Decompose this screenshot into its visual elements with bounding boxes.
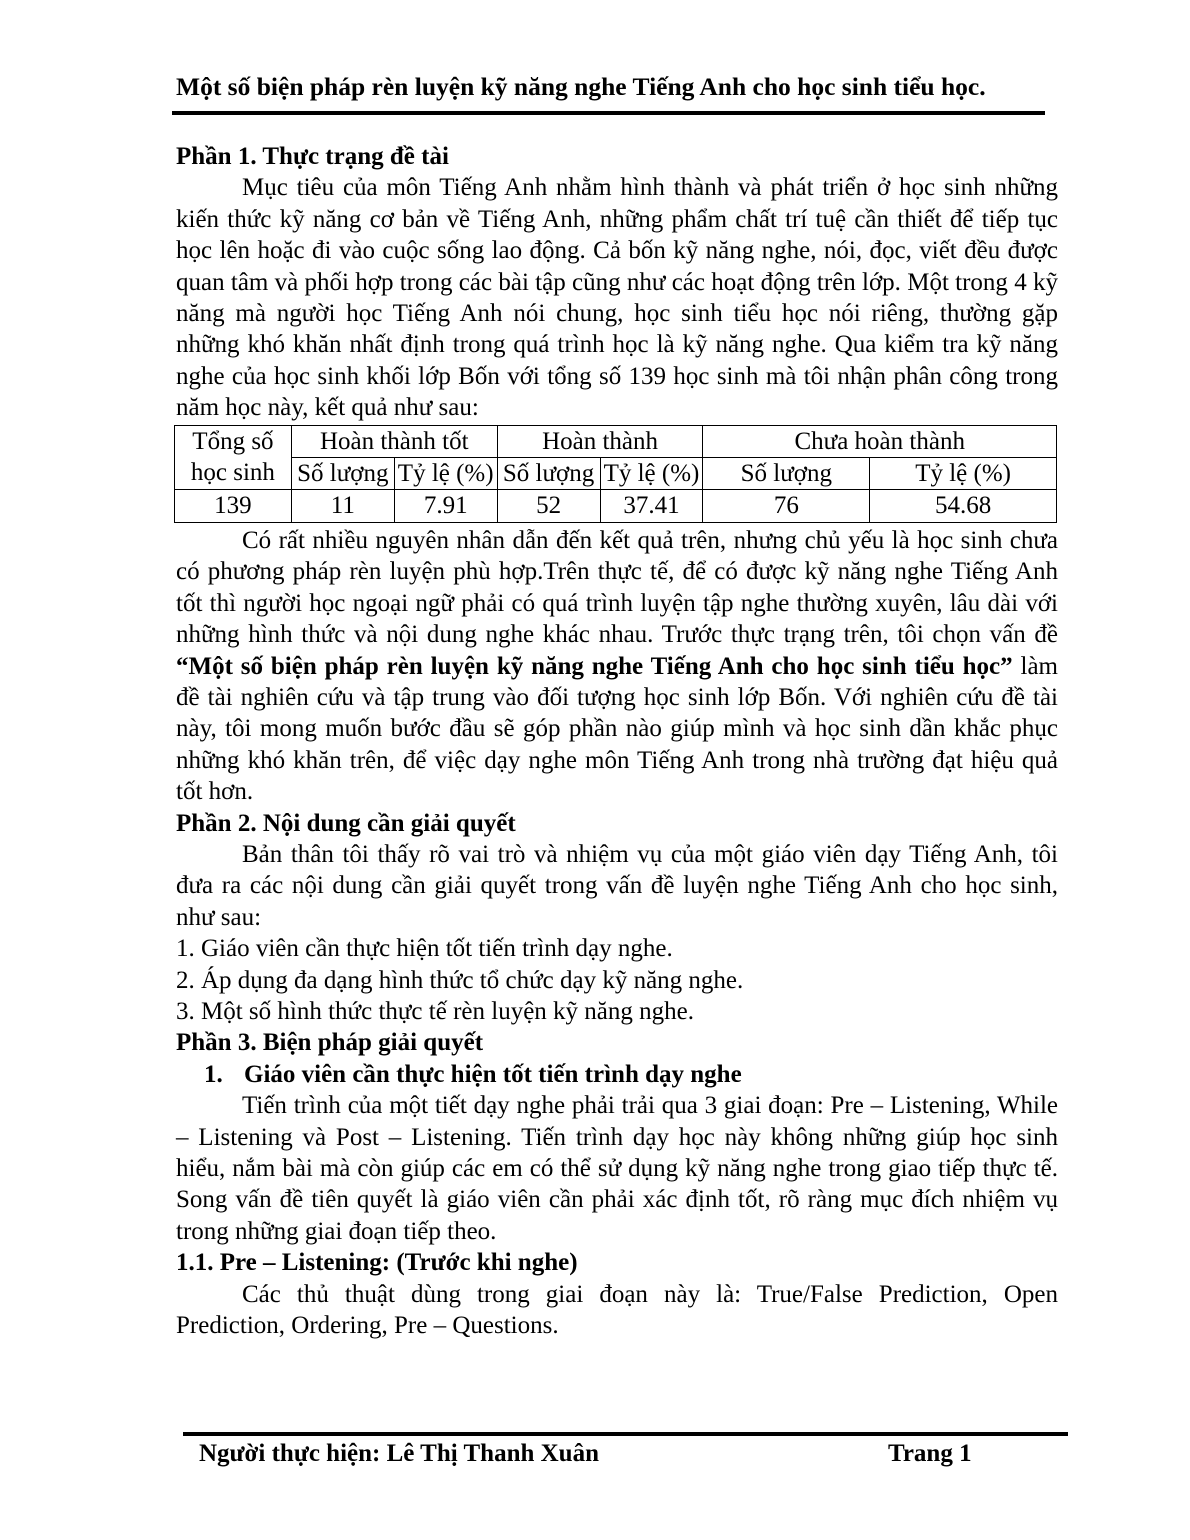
table-subheader-count: Số lượng <box>291 458 394 490</box>
table-subheader-rate: Tỷ lệ (%) <box>600 458 703 490</box>
conclusion-text-end: làm đề tài nghiên cứu và tập trung vào đối tượng học sinh lớp Bốn. Với nghiên cứu đề tài này, tôi mong muốn bước đầu sẽ góp phần nào giúp mình và học sinh dần khắc phục những khó khăn trên, để việc dạy nghe môn Tiếng Anh trong nhà trường đạt hiệu quả tốt hơn. <box>176 652 1058 806</box>
page-header-title: Một số biện pháp rèn luyện kỹ năng nghe Tiếng Anh cho học sinh tiểu học. <box>176 72 986 101</box>
table-subheader-count: Số lượng <box>703 458 870 490</box>
table-header-good: Hoàn thành tốt <box>291 425 497 457</box>
table-header-notdone: Chưa hoàn thành <box>703 425 1057 457</box>
table-header-done: Hoàn thành <box>497 425 703 457</box>
list-item: 1. Giáo viên cần thực hiện tốt tiến trình dạy nghe. <box>176 935 673 963</box>
section-3-heading: Phần 3. Biện pháp giải quyết <box>176 1029 484 1057</box>
footer-author: Người thực hiện: Lê Thị Thanh Xuân <box>199 1440 599 1467</box>
table-cell-notdone-rate: 54.68 <box>870 490 1057 522</box>
subsection-1-heading <box>176 1059 1058 1090</box>
subsection-1-1-heading: 1.1. Pre – Listening: (Trước khi nghe) <box>176 1249 578 1277</box>
section-2-intro: Bản thân tôi thấy rõ vai trò và nhiệm vụ của một giáo viên dạy Tiếng Anh, tôi đưa ra các nội dung cần giải quyết trong vấn đề luyện nghe Tiếng Anh cho học sinh, như sau: <box>176 840 1058 931</box>
subsection-1-paragraph: Tiến trình của một tiết dạy nghe phải trải qua 3 giai đoạn: Pre – Listening, While – Listening và Post – Listening. Tiến trình dạy học này không những giúp học sinh hiểu, nắm bài mà còn giúp các em có thể sử dụng kỹ năng nghe trong giao tiếp thực tế. Song vấn đề tiên quyết là giáo viên cần phải xác định tốt, rõ ràng mục đích nhiệm vụ trong những giai đoạn tiếp theo. <box>176 1092 1058 1245</box>
header-divider <box>172 111 1045 115</box>
page-number: Trang 1 <box>888 1440 972 1467</box>
table-subheader-rate: Tỷ lệ (%) <box>870 458 1057 490</box>
list-item: 3. Một số hình thức thực tế rèn luyện kỹ năng nghe. <box>176 997 694 1025</box>
table-subheader-rate: Tỷ lệ (%) <box>394 458 497 490</box>
subsection-1-1-paragraph: Các thủ thuật dùng trong giai đoạn này là: True/False Prediction, Open Prediction, Ordering, Pre – Questions. <box>176 1280 1058 1340</box>
section-1-conclusion <box>176 525 1058 808</box>
subsection-1-title: Giáo viên cần thực hiện tốt tiến trình dạy nghe <box>244 1060 742 1088</box>
table-header-row <box>175 425 1057 457</box>
table-cell-good-count: 11 <box>291 490 394 522</box>
table-header-total: Tổng số học sinh <box>175 425 292 490</box>
table-subheader-count: Số lượng <box>497 458 600 490</box>
table-subheader-row <box>175 458 1057 490</box>
document-body <box>176 141 1058 1341</box>
conclusion-text-start: Có rất nhiều nguyên nhân dẫn đến kết quả trên, nhưng chủ yếu là học sinh chưa có phương pháp rèn luyện phù hợp.Trên thực tế, để có được kỹ năng nghe Tiếng Anh tốt thì người học ngoại ngữ phải có quá trình luyện tập nghe thường xuyên, lâu dài với những hình thức và nội dung nghe khác nhau. Trước thực trạng trên, tôi chọn vấn đề <box>176 526 1058 649</box>
section-1-paragraph: Mục tiêu của môn Tiếng Anh nhằm hình thành và phát triển ở học sinh những kiến thức kỹ năng cơ bản về Tiếng Anh, những phẩm chất trí tuệ cần thiết để tiếp tục học lên hoặc đi vào cuộc sống lao động. Cả bốn kỹ năng nghe, nói, đọc, viết đều được quan tâm và phối hợp trong các bài tập cũng như các hoạt động trên lớp. Một trong 4 kỹ năng mà người học Tiếng Anh nói chung, học sinh tiểu học nói riêng, thường gặp những khó khăn nhất định trong quá trình học là kỹ năng nghe. Qua kiểm tra kỹ năng nghe của học sinh khối lớp Bốn với tổng số 139 học sinh mà tôi nhận phân công trong năm học này, kết quả như sau: <box>176 174 1058 422</box>
footer-divider <box>183 1432 1068 1436</box>
table-cell-done-rate: 37.41 <box>600 490 703 522</box>
table-cell-total: 139 <box>175 490 292 522</box>
section-2-heading: Phần 2. Nội dung cần giải quyết <box>176 809 516 837</box>
results-table <box>174 425 1057 523</box>
section-1-heading: Phần 1. Thực trạng đề tài <box>176 143 449 170</box>
table-cell-good-rate: 7.91 <box>394 490 497 522</box>
list-item: 2. Áp dụng đa dạng hình thức tổ chức dạy kỹ năng nghe. <box>176 966 744 994</box>
table-cell-done-count: 52 <box>497 490 600 522</box>
table-row <box>175 490 1057 522</box>
topic-title-quote: “Một số biện pháp rèn luyện kỹ năng nghe Tiếng Anh cho học sinh tiểu học” <box>176 652 1013 680</box>
table-cell-notdone-count: 76 <box>703 490 870 522</box>
subsection-1-number: 1. <box>204 1060 223 1088</box>
